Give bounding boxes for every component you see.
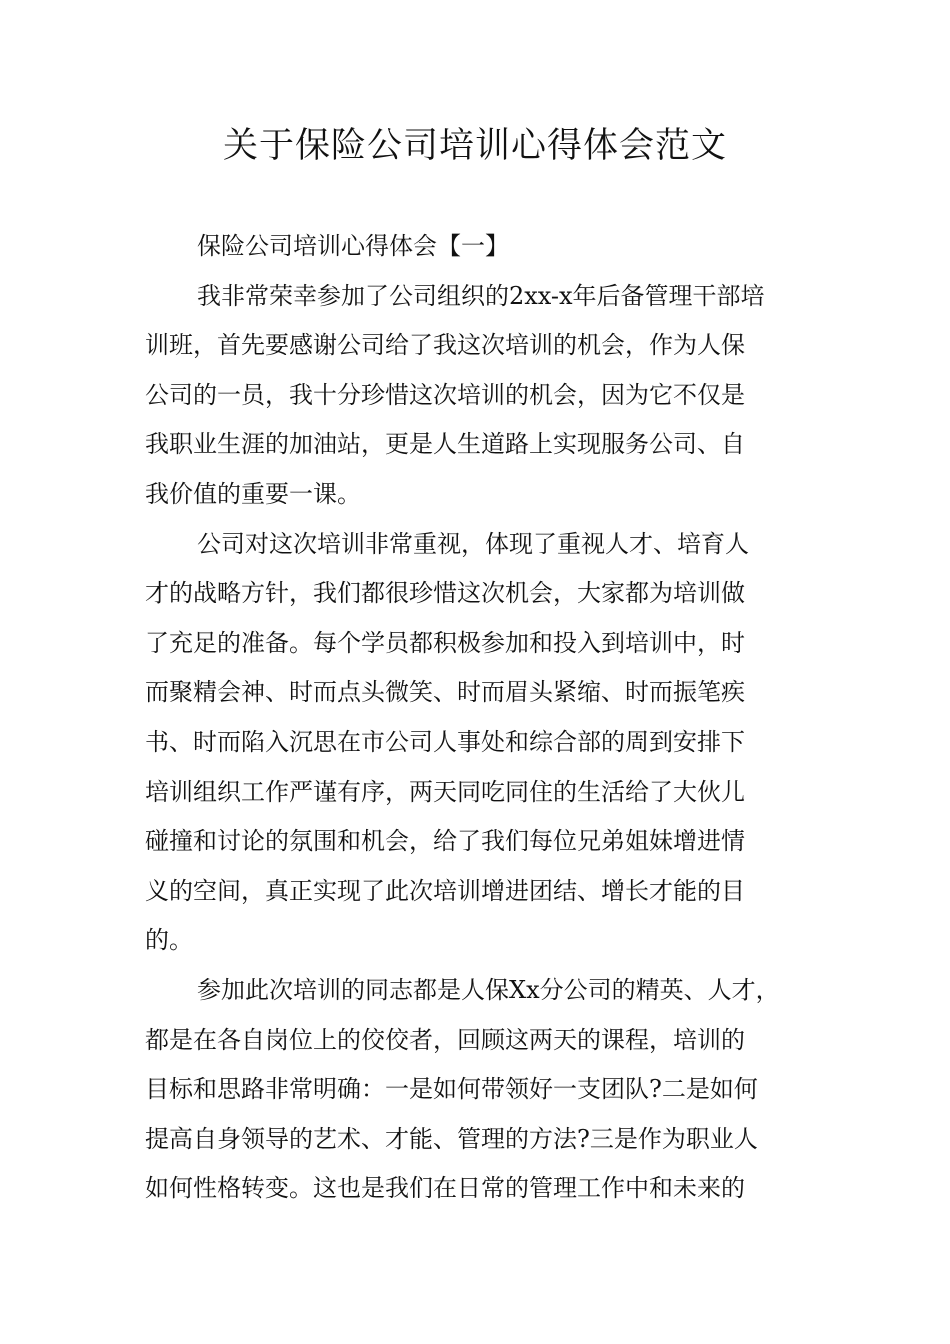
paragraph-3: [145, 966, 810, 1214]
paragraph-line: 公司对这次培训非常重视，体现了重视人才、培育人: [197, 529, 749, 558]
paragraph-line: 书、时而陷入沉思在市公司人事处和综合部的周到安排下: [145, 727, 745, 756]
paragraph-line: 我非常荣幸参加了公司组织的2xx-x年后备管理干部培: [197, 281, 765, 310]
paragraph-line: 碰撞和讨论的氛围和机会，给了我们每位兄弟姐妹增进情: [145, 827, 745, 856]
paragraph-line: 提高自身领导的艺术、才能、管理的方法?三是作为职业人: [145, 1124, 758, 1153]
document-title: 关于保险公司培训心得体会范文: [222, 126, 727, 166]
paragraph-line: 如何性格转变。这也是我们在日常的管理工作中和未来的: [145, 1174, 745, 1203]
paragraph-line: 义的空间，真正实现了此次培训增进团结、增长才能的目: [145, 876, 745, 905]
paragraph-2: [145, 520, 810, 966]
paragraph-1: [145, 272, 810, 520]
paragraph-line: 训班，首先要感谢公司给了我这次培训的机会，作为人保: [145, 331, 745, 360]
section-heading-text: 保险公司培训心得体会【一】: [197, 232, 509, 260]
paragraph-line: 培训组织工作严谨有序，两天同吃同住的生活给了大伙儿: [145, 777, 745, 806]
paragraph-line: 的。: [145, 926, 193, 955]
paragraph-line: 我价值的重要一课。: [145, 479, 361, 508]
paragraph-line: 都是在各自岗位上的佼佼者，回顾这两天的课程，培训的: [145, 1025, 745, 1054]
document-body: [145, 222, 810, 1214]
paragraph-line: 公司的一员，我十分珍惜这次培训的机会，因为它不仅是: [145, 380, 745, 409]
paragraph-line: 才的战略方针，我们都很珍惜这次机会，大家都为培训做: [145, 579, 745, 608]
paragraph-line: 了充足的准备。每个学员都积极参加和投入到培训中，时: [145, 628, 745, 657]
paragraph-line: 我职业生涯的加油站，更是人生道路上实现服务公司、自: [145, 430, 745, 459]
paragraph-line: 参加此次培训的同志都是人保Xx分公司的精英、人才，: [197, 975, 780, 1004]
paragraph-line: 而聚精会神、时而点头微笑、时而眉头紧缩、时而振笔疾: [145, 678, 745, 707]
paragraph-line: 目标和思路非常明确：一是如何带领好一支团队?二是如何: [145, 1075, 758, 1104]
section-heading: [145, 222, 810, 272]
